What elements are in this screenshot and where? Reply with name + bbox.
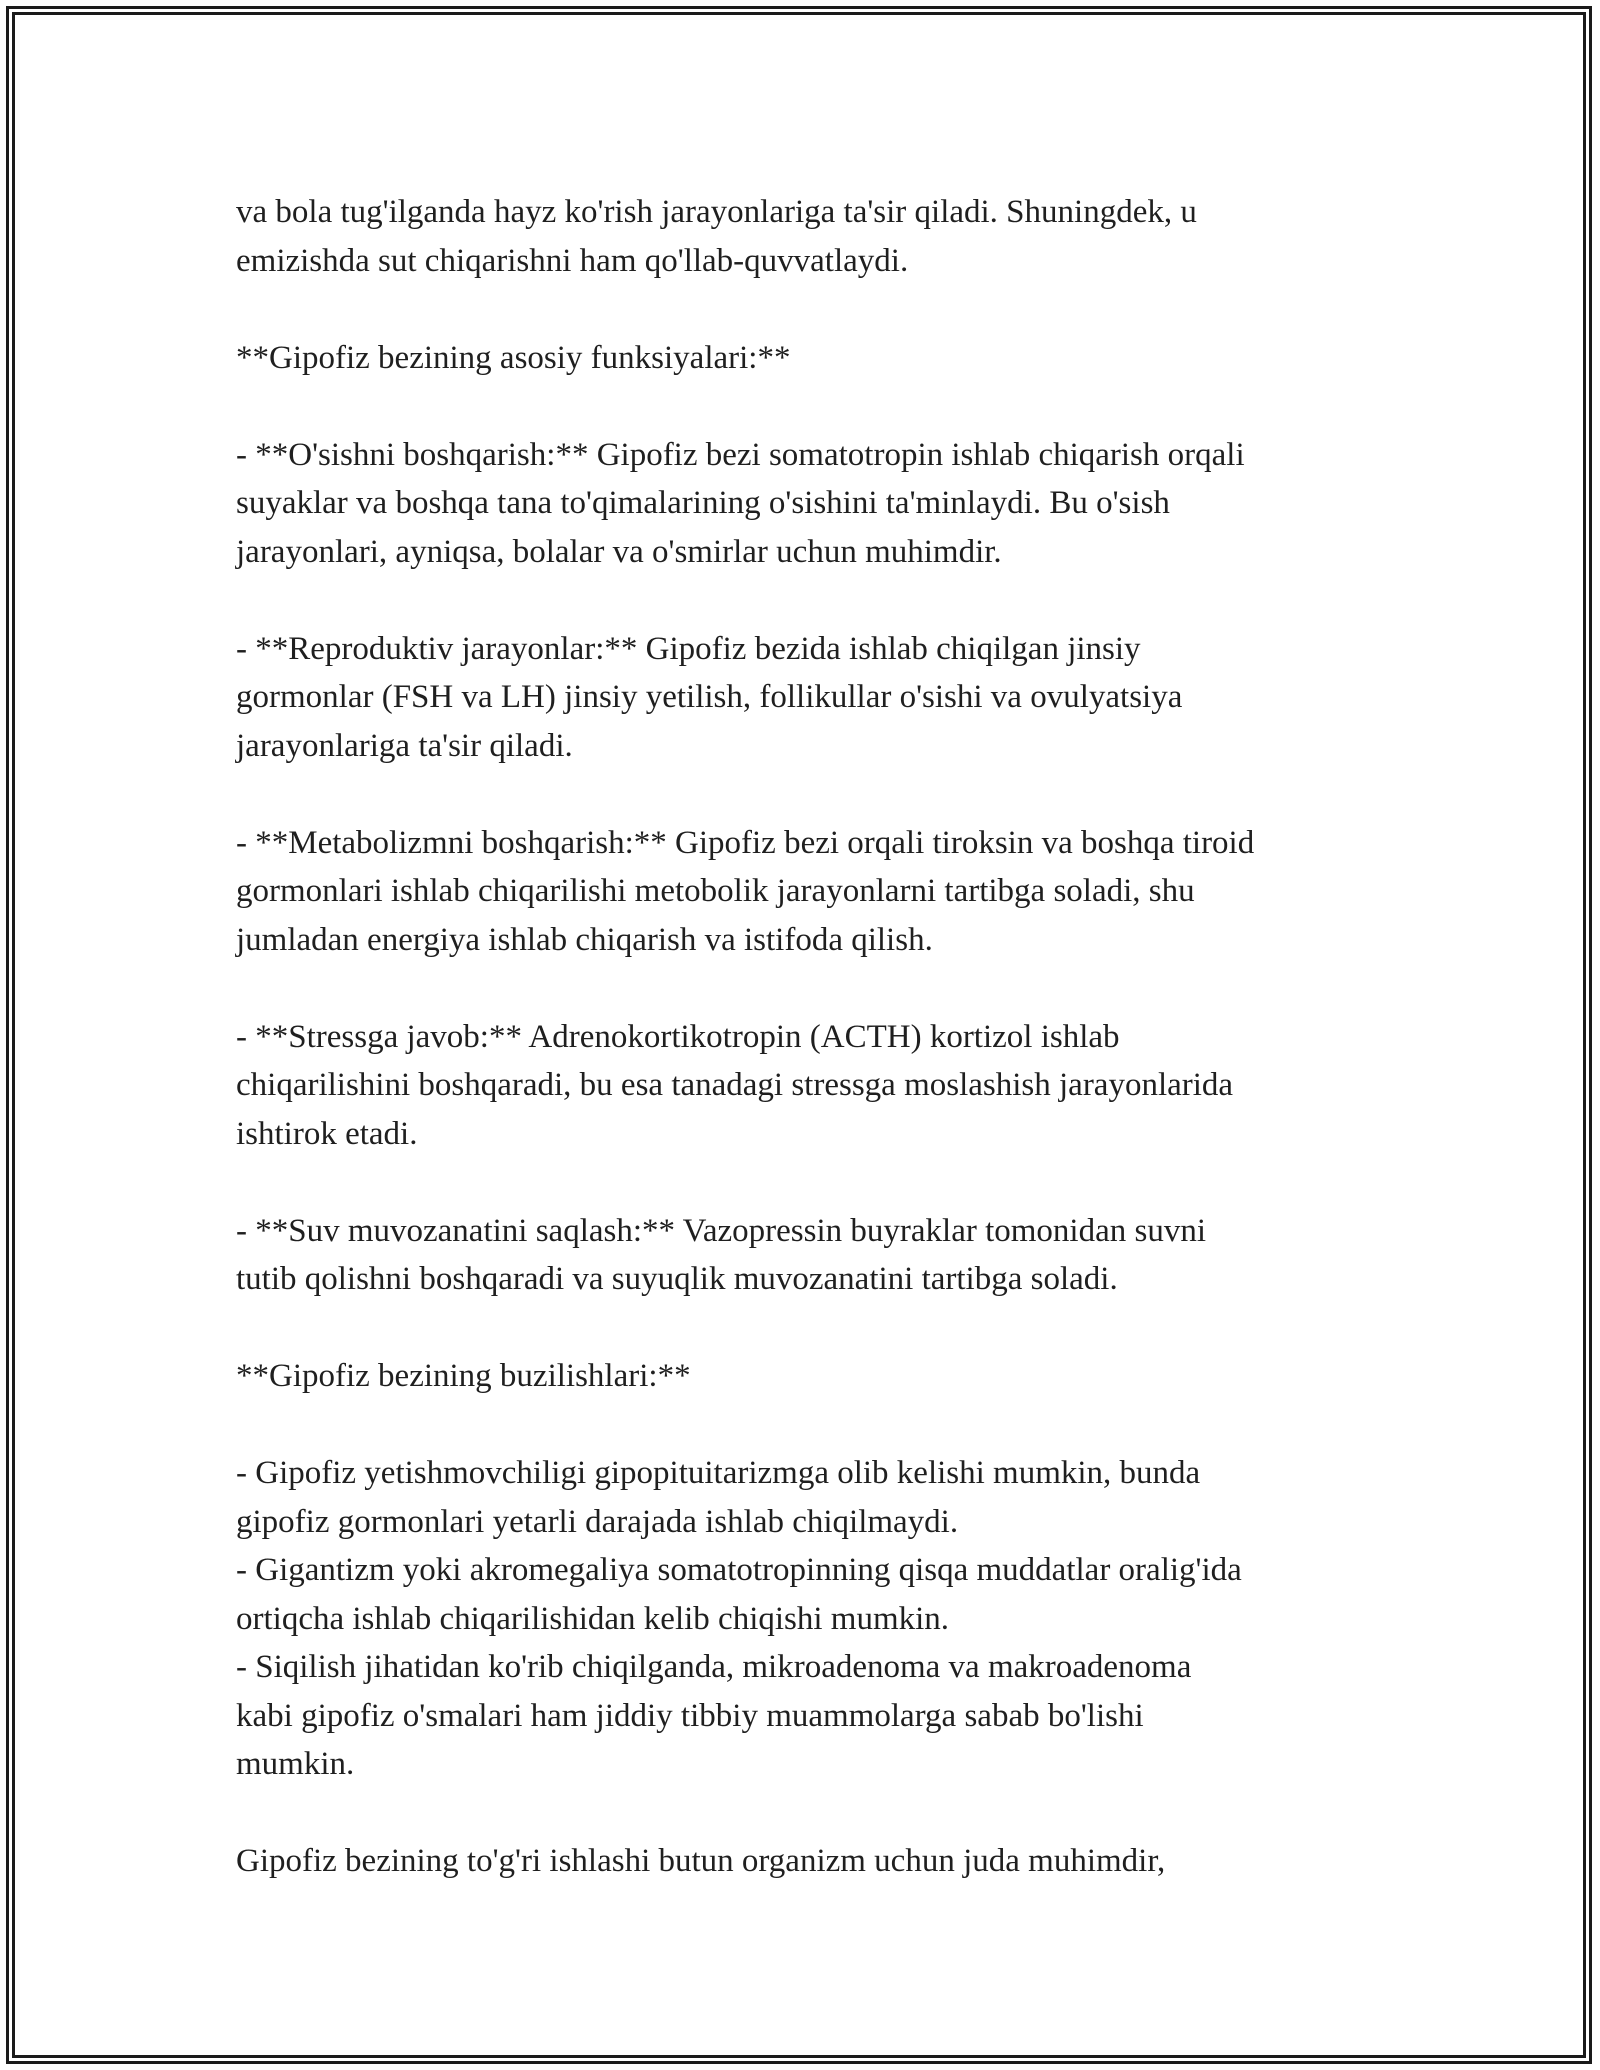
- text-line: chiqarilishini boshqaradi, bu esa tanadagi stressga moslashish jarayonlarida: [236, 1067, 1234, 1103]
- text-line: - **Stressga javob:** Adrenokortikotropin (ACTH) kortizol ishlab: [236, 1018, 1120, 1055]
- paragraph-metabolism: [236, 819, 1386, 965]
- text-line: ortiqcha ishlab chiqarilishidan kelib chiqishi mumkin.: [236, 1600, 950, 1637]
- text-line: - Gipofiz yetishmovchiligi gipopituitarizmga olib kelishi mumkin, bunda: [236, 1455, 1201, 1491]
- paragraph-stress: [236, 1013, 1386, 1159]
- text-line: - **O'sishni boshqarish:** Gipofiz bezi somatotropin ishlab chiqarish orqali: [236, 436, 1245, 473]
- text-line: gipofiz gormonlari yetarli darajada ishlab chiqilmaydi.: [236, 1503, 959, 1540]
- paragraph-growth: [236, 431, 1386, 577]
- text-line: - **Suv muvozanatini saqlash:** Vazopressin buyraklar tomonidan suvni: [236, 1212, 1206, 1249]
- text-line: - **Reproduktiv jarayonlar:** Gipofiz bezida ishlab chiqilgan jinsiy: [236, 630, 1141, 667]
- text-line: Gipofiz bezining to'g'ri ishlashi butun organizm uchun juda muhimdir,: [236, 1843, 1166, 1879]
- text-line: va bola tug'ilganda hayz ko'rish jarayonlariga ta'sir qiladi. Shuningdek, u: [236, 194, 1197, 230]
- text-line: jarayonlariga ta'sir qiladi.: [236, 727, 573, 764]
- text-line: gormonlari ishlab chiqarilishi metobolik jarayonlarni tartibga soladi, shu: [236, 873, 1195, 909]
- text-line: ishtirok etadi.: [236, 1115, 418, 1152]
- section-heading-disorders: [236, 1352, 1386, 1401]
- text-line: suyaklar va boshqa tana to'qimalarining o'sishini ta'minlaydi. Bu o'sish: [236, 485, 1170, 521]
- text-line: kabi gipofiz o'smalari ham jiddiy tibbiy muammolarga sabab bo'lishi: [236, 1697, 1144, 1734]
- text-line: **Gipofiz bezining buzilishlari:**: [236, 1358, 691, 1394]
- text-line: gormonlar (FSH va LH) jinsiy yetilish, follikullar o'sishi va ovulyatsiya: [236, 679, 1183, 715]
- paragraph-conclusion: [236, 1837, 1386, 1886]
- document-body: [236, 188, 1386, 1886]
- text-line: - Gigantizm yoki akromegaliya somatotropinning qisqa muddatlar oralig'ida: [236, 1552, 1242, 1588]
- text-line: - **Metabolizmni boshqarish:** Gipofiz bezi orqali tiroksin va boshqa tiroid: [236, 824, 1255, 861]
- text-line: jumladan energiya ishlab chiqarish va istifoda qilish.: [236, 921, 933, 958]
- paragraph-intro: [236, 188, 1386, 285]
- text-line: - Siqilish jihatidan ko'rib chiqilganda, mikroadenoma va makroadenoma: [236, 1649, 1192, 1685]
- text-line: mumkin.: [236, 1746, 355, 1782]
- section-heading-functions: [236, 334, 1386, 383]
- paragraph-reproductive: [236, 625, 1386, 771]
- text-line: tutib qolishni boshqaradi va suyuqlik muvozanatini tartibga soladi.: [236, 1261, 1118, 1297]
- text-line: jarayonlari, ayniqsa, bolalar va o'smirlar uchun muhimdir.: [236, 533, 1002, 570]
- text-line: **Gipofiz bezining asosiy funksiyalari:**: [236, 339, 791, 376]
- paragraph-disorders-list: [236, 1449, 1386, 1789]
- paragraph-water-balance: [236, 1207, 1386, 1304]
- text-line: emizishda sut chiqarishni ham qo'llab-quvvatlaydi.: [236, 242, 909, 279]
